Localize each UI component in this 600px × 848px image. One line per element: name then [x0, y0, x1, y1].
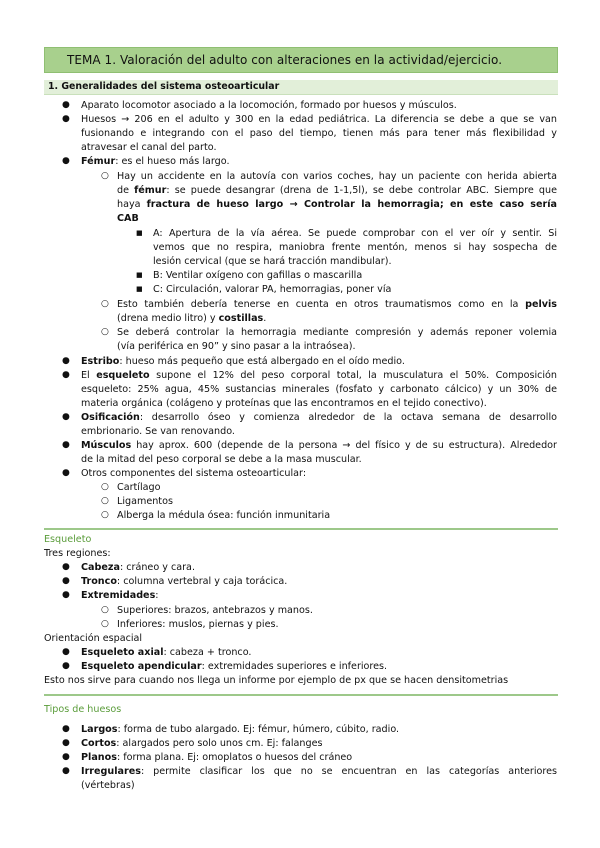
term: Estribo [81, 356, 120, 367]
term: Planos [81, 752, 117, 763]
section-divider [44, 694, 558, 696]
sub-item: Se deberá controlar la hemorragia mediante compresión y además reponer volemia [117, 327, 557, 338]
bullet-circle-icon: ○ [101, 327, 109, 337]
term: Tronco [81, 576, 117, 587]
text: Esto también debería tenerse en cuenta en otros traumatismos como en la [117, 299, 526, 310]
text: haya [117, 199, 147, 210]
bullet-dot-icon: ● [62, 440, 70, 450]
sub-item-cont [117, 184, 557, 197]
list-item-cont: fusionando e integrando con el paso del tiempo, tienen más para tener más flexibilidad y [81, 128, 557, 139]
definition: : desarrollo óseo y comienza alrededor de la octava semana de desarrollo [139, 412, 557, 423]
bullet-circle-icon: ○ [101, 496, 109, 506]
term: Extremidades [81, 590, 156, 601]
list-item [81, 765, 557, 778]
page-title: TEMA 1. Valoración del adulto con alteraciones en la actividad/ejercicio. [67, 53, 503, 67]
list-item: Huesos → 206 en el adulto y 300 en la edad pediátrica. La diferencia se debe a que se van [81, 114, 557, 125]
bullet-dot-icon: ● [62, 590, 70, 600]
bullet-circle-icon: ○ [101, 482, 109, 492]
definition: : cabeza + tronco. [163, 647, 252, 658]
paragraph: Orientación espacial [44, 633, 143, 644]
bullet-dot-icon: ● [62, 356, 70, 366]
term: Esqueleto apendicular [81, 661, 202, 672]
list-item-cont: atravesar el canal del parto. [81, 142, 217, 153]
sub-item-cont [117, 198, 557, 211]
sub-item: Alberga la médula ósea: función inmunitaria [117, 510, 331, 521]
sub-item-cont: (vía periférica en 90” y sino pasar a la intraósea). [117, 341, 356, 352]
list-item-cont: materia orgánica (colágeno y proteínas que las encontramos en el tejido conectivo). [81, 398, 487, 409]
list-item [81, 369, 557, 382]
sub-sub-item-cont: vemos que no respira, maniobra frente mentón, menos si hay sospecha de [153, 242, 557, 253]
list-item [81, 575, 287, 588]
paragraph: Esto nos sirve para cuando nos llega un informe por ejemplo de px que se hacen densitometrias [44, 675, 509, 686]
bullet-circle-icon: ○ [101, 605, 109, 615]
sub-sub-item: B: Ventilar oxígeno con gafillas o mascarilla [153, 270, 363, 281]
sub-item-cont [117, 212, 139, 225]
bullet-dot-icon: ● [62, 724, 70, 734]
list-item-cont: de la mitad del peso corporal se debe a la masa muscular. [81, 454, 362, 465]
term: Cortos [81, 738, 117, 749]
sub-item: Superiores: brazos, antebrazos y manos. [117, 605, 313, 616]
emphasis: fractura de hueso largo → Controlar la hemorragia; en este caso sería [146, 199, 557, 210]
subsection-heading: Tipos de huesos [44, 704, 122, 715]
term: Osificación [81, 412, 140, 423]
list-item: Otros componentes del sistema osteoarticular: [81, 468, 307, 479]
definition: : columna vertebral y caja torácica. [116, 576, 288, 587]
list-item [81, 561, 195, 574]
definition: : forma plana. Ej: omoplatos o huesos del cráneo [116, 752, 353, 763]
definition: : cráneo y cara. [119, 562, 195, 573]
list-item-cont: embrionario. Se van renovando. [81, 426, 235, 437]
bullet-dot-icon: ● [62, 100, 70, 110]
sub-sub-item: C: Circulación, valorar PA, hemorragias, poner vía [153, 284, 392, 295]
sub-sub-item-cont: lesión cervical (que se hará tracción mandibular). [153, 256, 392, 267]
definition: : forma de tubo alargado. Ej: fémur, húmero, cúbito, radio. [117, 724, 400, 735]
term: Músculos [81, 440, 132, 451]
bullet-dot-icon: ● [62, 370, 70, 380]
bullet-square-icon: ■ [136, 285, 143, 293]
bullet-dot-icon: ● [62, 738, 70, 748]
term: Largos [81, 724, 118, 735]
definition: : extremidades superiores e inferiores. [201, 661, 388, 672]
paragraph: Tres regiones: [44, 548, 111, 559]
term: esqueleto [96, 370, 150, 381]
bullet-circle-icon: ○ [101, 510, 109, 520]
term: fémur [134, 185, 167, 196]
bullet-square-icon: ■ [136, 271, 143, 279]
emphasis: CAB [117, 213, 139, 224]
text: (drena medio litro) y [117, 313, 219, 324]
bullet-dot-icon: ● [62, 576, 70, 586]
term: Irregulares [81, 766, 141, 777]
definition: : permite clasificar los que no se encuentran en las categorías anteriores [140, 766, 557, 777]
sub-item: Inferiores: muslos, piernas y pies. [117, 619, 279, 630]
bullet-dot-icon: ● [62, 114, 70, 124]
term: Cabeza [81, 562, 120, 573]
list-item [81, 646, 251, 659]
list-item [81, 737, 323, 750]
bullet-dot-icon: ● [62, 661, 70, 671]
bullet-dot-icon: ● [62, 766, 70, 776]
definition: hay aprox. 600 (depende de la persona → del físico y de su estructura). Alrededor [131, 440, 557, 451]
list-item-femur [81, 155, 230, 168]
section-divider [44, 528, 558, 530]
bullet-circle-icon: ○ [101, 619, 109, 629]
bullet-circle-icon: ○ [101, 299, 109, 309]
list-item [81, 751, 352, 764]
list-item [81, 439, 557, 452]
bullet-circle-icon: ○ [101, 171, 109, 181]
sub-item: Hay un accidente en la autovía con varios coches, hay un paciente con herida abierta [117, 171, 557, 182]
section-heading-bar [44, 80, 558, 95]
bullet-dot-icon: ● [62, 468, 70, 478]
list-item-cont: (vértebras) [81, 780, 135, 791]
term: Esqueleto axial [81, 647, 164, 658]
list-item: Aparato locomotor asociado a la locomoción, formado por huesos y músculos. [81, 100, 457, 111]
bullet-dot-icon: ● [62, 752, 70, 762]
subsection-heading: Esqueleto [44, 534, 92, 545]
list-item [81, 723, 399, 736]
list-item-cont: esqueleto: 25% agua, 45% sustancias minerales (fosfato y carbonato cálcico) y un 30% de [81, 384, 557, 395]
bullet-dot-icon: ● [62, 647, 70, 657]
sub-item: Ligamentos [117, 496, 173, 507]
section-heading: 1. Generalidades del sistema osteoarticular [48, 81, 280, 92]
sub-item [117, 298, 557, 311]
text: El [81, 370, 97, 381]
text: . [263, 313, 267, 324]
list-item [81, 660, 387, 673]
sub-sub-item: A: Apertura de la vía aérea. Se puede comprobar con el ver oír y sentir. Si [153, 228, 557, 239]
sub-item: Cartílago [117, 482, 161, 493]
text: supone el 12% del peso corporal total, la musculatura el 50%. Composición [149, 370, 558, 381]
definition: : alargados pero solo unos cm. Ej: falanges [116, 738, 323, 749]
title-banner [44, 47, 558, 73]
bullet-dot-icon: ● [62, 156, 70, 166]
bullet-dot-icon: ● [62, 562, 70, 572]
list-item [81, 355, 405, 368]
definition: : hueso más pequeño que está albergado en el oído medio. [119, 356, 405, 367]
definition: : es el hueso más largo. [115, 156, 230, 167]
term: pelvis [525, 299, 557, 310]
bullet-dot-icon: ● [62, 412, 70, 422]
sub-item-cont [117, 312, 266, 325]
term: Fémur [81, 156, 116, 167]
text: de [117, 185, 135, 196]
list-item [81, 411, 557, 424]
term: costillas [218, 313, 264, 324]
definition: : [155, 590, 159, 601]
list-item [81, 589, 159, 602]
text: : se puede desangrar (drena de 1-1,5l), se debe controlar ABC. Siempre que [166, 185, 558, 196]
bullet-square-icon: ■ [136, 229, 143, 237]
